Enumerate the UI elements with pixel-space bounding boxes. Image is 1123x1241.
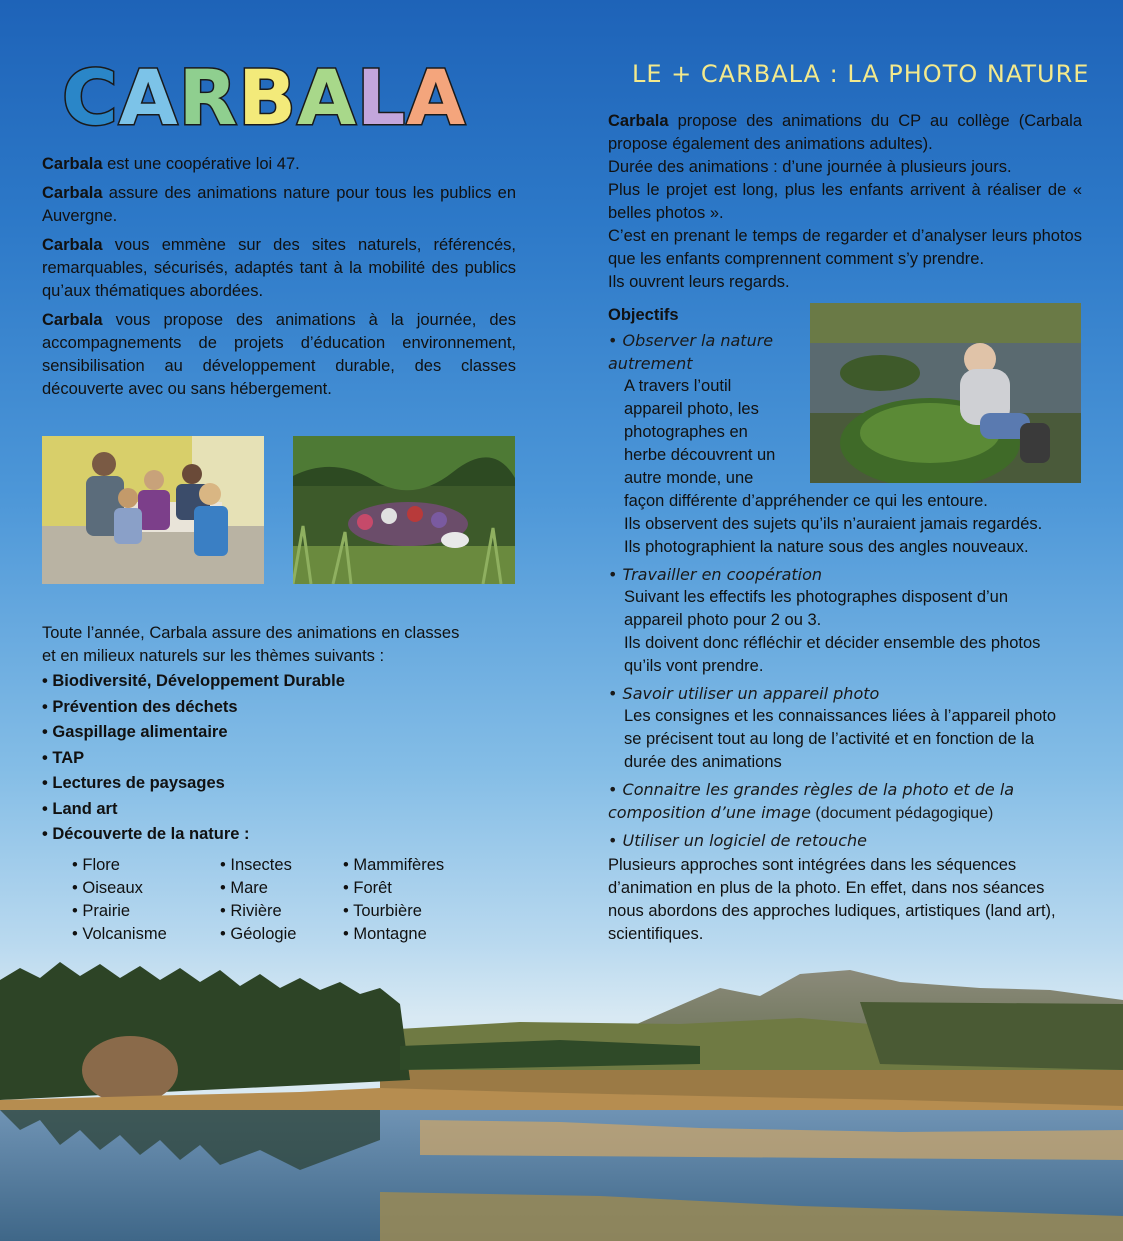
objectif-item: • Travailler en coopération Suivant les effectifs les photographes disposent d’un appareil photo pour 2 ou 3. Ils doivent donc réfléchir et décider ensemble des photos qu’ils vont prendre.: [608, 565, 1041, 675]
logo-letter-a: A: [406, 53, 467, 142]
nature-item: • Insectes: [220, 854, 296, 877]
nature-column-2: [220, 854, 296, 946]
closing-paragraph: Plusieurs approches sont intégrées dans les séquences d’animation en plus de la photo. En effet, dans nos séances nous abordons des approches ludiques, artistiques (land art), scientifiques.: [608, 856, 1056, 943]
nature-item: • Tourbière: [343, 900, 444, 923]
nature-item: • Rivière: [220, 900, 296, 923]
carbala-logo: [62, 53, 492, 142]
nature-item: • Volcanisme: [72, 923, 167, 946]
nature-item: • Mare: [220, 877, 296, 900]
nature-item: • Flore: [72, 854, 167, 877]
nature-item: • Forêt: [343, 877, 444, 900]
nature-item: • Mammifères: [343, 854, 444, 877]
section-title: LE + CARBALA : LA PHOTO NATURE: [632, 60, 1090, 88]
logo-letter-a: A: [297, 53, 357, 142]
themes-section: [42, 622, 516, 848]
paragraph: Carbala vous emmène sur des sites naturels, référencés, remarquables, sécurisés, adaptés tant à la mobilité des publics qu’aux thématiques abordées.: [42, 236, 516, 300]
logo-letter-a: A: [118, 53, 179, 142]
theme-item: • Prévention des déchets: [42, 695, 516, 721]
themes-intro-line: Toute l’année, Carbala assure des animations en classes: [42, 624, 460, 642]
lake-landscape-image: [0, 960, 1123, 1241]
logo-letter-c: C: [62, 53, 119, 142]
logo-letter-l: L: [356, 53, 407, 142]
nature-column-1: [72, 854, 167, 946]
theme-item: • TAP: [42, 746, 516, 772]
classroom-photo: [42, 436, 264, 584]
nature-item: • Géologie: [220, 923, 296, 946]
objectif-item: • Observer la nature autrement A travers l’outil appareil photo, les photographes en herbe découvrent un autre monde, une façon différente d’appréhender ce qui les entoure. Ils observent des sujets qu’ils n’auraient jamais regardés. Ils photographient la nature sous des angles nouveaux.: [608, 331, 1043, 556]
nature-item: • Oiseaux: [72, 877, 167, 900]
objectifs-section: [608, 304, 1082, 946]
logo-letter-r: R: [178, 53, 239, 142]
intro-paragraphs: [42, 153, 516, 407]
children-in-grass-photo: [293, 436, 515, 584]
theme-item: • Land art: [42, 797, 516, 823]
paragraph: Carbala assure des animations nature pour tous les publics en Auvergne.: [42, 184, 516, 225]
logo-letter-b: B: [238, 53, 298, 142]
photo-intro: Carbala propose des animations du CP au collège (Carbala propose également des animations adultes). Durée des animations : d’une journée à plusieurs jours. Plus le projet est long, plus les enfants arrivent à réaliser de « belles photos ». C’est en prenant le temps de regarder et d’analyser leurs photos que les enfants comprennent comment s’y prendre. Ils ouvrent leurs regards.: [608, 112, 1082, 291]
theme-item: • Gaspillage alimentaire: [42, 720, 516, 746]
nature-item: • Prairie: [72, 900, 167, 923]
paragraph: Carbala est une coopérative loi 47.: [42, 155, 300, 173]
paragraph: Carbala vous propose des animations à la journée, des accompagnements de projets d’éducation environnement, sensibilisation au développement durable, des classes découverte avec ou sans hébergement.: [42, 311, 516, 398]
objectif-item: • Savoir utiliser un appareil photo Les consignes et les connaissances liées à l’appareil photo se précisent tout au long de l’activité et en fonction de la durée des animations: [608, 684, 1057, 771]
theme-item: • Biodiversité, Développement Durable: [42, 669, 516, 695]
objectif-item: • Connaitre les grandes règles de la photo et de la composition d’une image (document pédagogique): [608, 780, 1015, 822]
objectif-item: • Utiliser un logiciel de retouche: [608, 831, 868, 850]
nature-column-3: [343, 854, 444, 946]
themes-intro-line: et en milieux naturels sur les thèmes suivants :: [42, 647, 385, 665]
theme-item: • Lectures de paysages: [42, 771, 516, 797]
objectifs-label: Objectifs: [608, 306, 679, 324]
nature-item: • Montagne: [343, 923, 444, 946]
themes-list: [42, 669, 516, 848]
theme-item: • Découverte de la nature :: [42, 822, 516, 848]
